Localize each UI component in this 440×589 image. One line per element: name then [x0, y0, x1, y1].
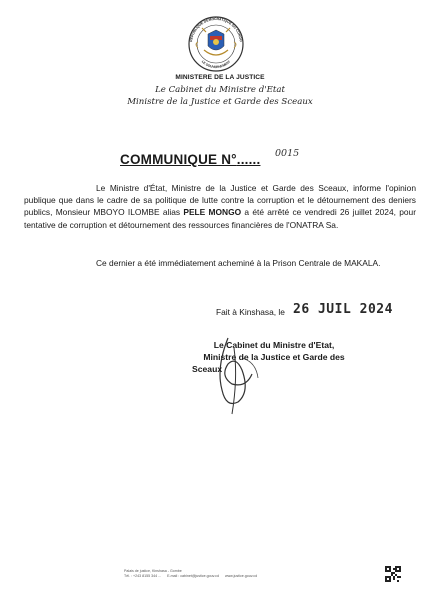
- svg-text:LE GOUVERNEMENT: [201, 60, 232, 70]
- dateline-place: Fait à Kinshasa, le: [216, 307, 285, 317]
- seal-top-text: RÉPUBLIQUE DÉMOCRATIQUE DU CONGO: [189, 16, 243, 43]
- cabinet-script-line: Le Cabinet du Ministre d'Etat: [155, 85, 285, 95]
- republic-seal-emblem: [176, 12, 256, 76]
- date-stamp: 26 JUIL 2024: [293, 302, 393, 317]
- body-paragraph-2: Ce dernier a été immédiatement acheminé à la Prison Centrale de MAKALA.: [96, 258, 381, 268]
- seal-bottom-text: LE GOUVERNEMENT: [200, 59, 232, 70]
- footer-phone: Tél. : +243 8155 344 ...: [124, 574, 162, 578]
- signatory-line-3: Sceaux: [192, 364, 223, 374]
- communique-dots: ......: [236, 152, 261, 167]
- communique-title: [120, 152, 260, 167]
- alias-name: PELE MONGO: [183, 207, 242, 218]
- qr-code-icon: [385, 566, 401, 582]
- p1-text-after: a été arrêté ce vendredi 26 juillet 2024, pour tentative de corruption et détournement des ressources financières de l'ONATRA Sa.: [24, 207, 416, 230]
- minister-script-line: Ministre de la Justice et Garde des Sceaux: [127, 97, 313, 107]
- footer-website: www.justice.gouv.cd: [224, 574, 258, 578]
- signatory-line-1: Le Cabinet du Ministre d'Etat,: [213, 340, 335, 350]
- footer-address: Palais de justice, Kinshasa - Gombe: [124, 569, 182, 573]
- body-paragraph-1: [24, 182, 416, 231]
- communique-handwritten-number: 0015: [275, 148, 300, 159]
- signatory-line-2: Ministre de la Justice et Garde des: [203, 352, 345, 362]
- footer-email: E-mail : cabinet@justice.gouv.cd: [167, 574, 219, 578]
- p1-text-before: Le Ministre d'État, Ministre de la Justice et Garde des Sceaux, informe l'opinion publique que dans le cadre de sa politique de lutte contre la corruption et le détournement des deniers publics, Monsieur MBOYO ILOMBE alias: [24, 183, 416, 218]
- footer: [124, 569, 262, 579]
- communique-label: COMMUNIQUE N°: [120, 152, 237, 167]
- ministry-name: MINISTERE DE LA JUSTICE: [175, 74, 265, 81]
